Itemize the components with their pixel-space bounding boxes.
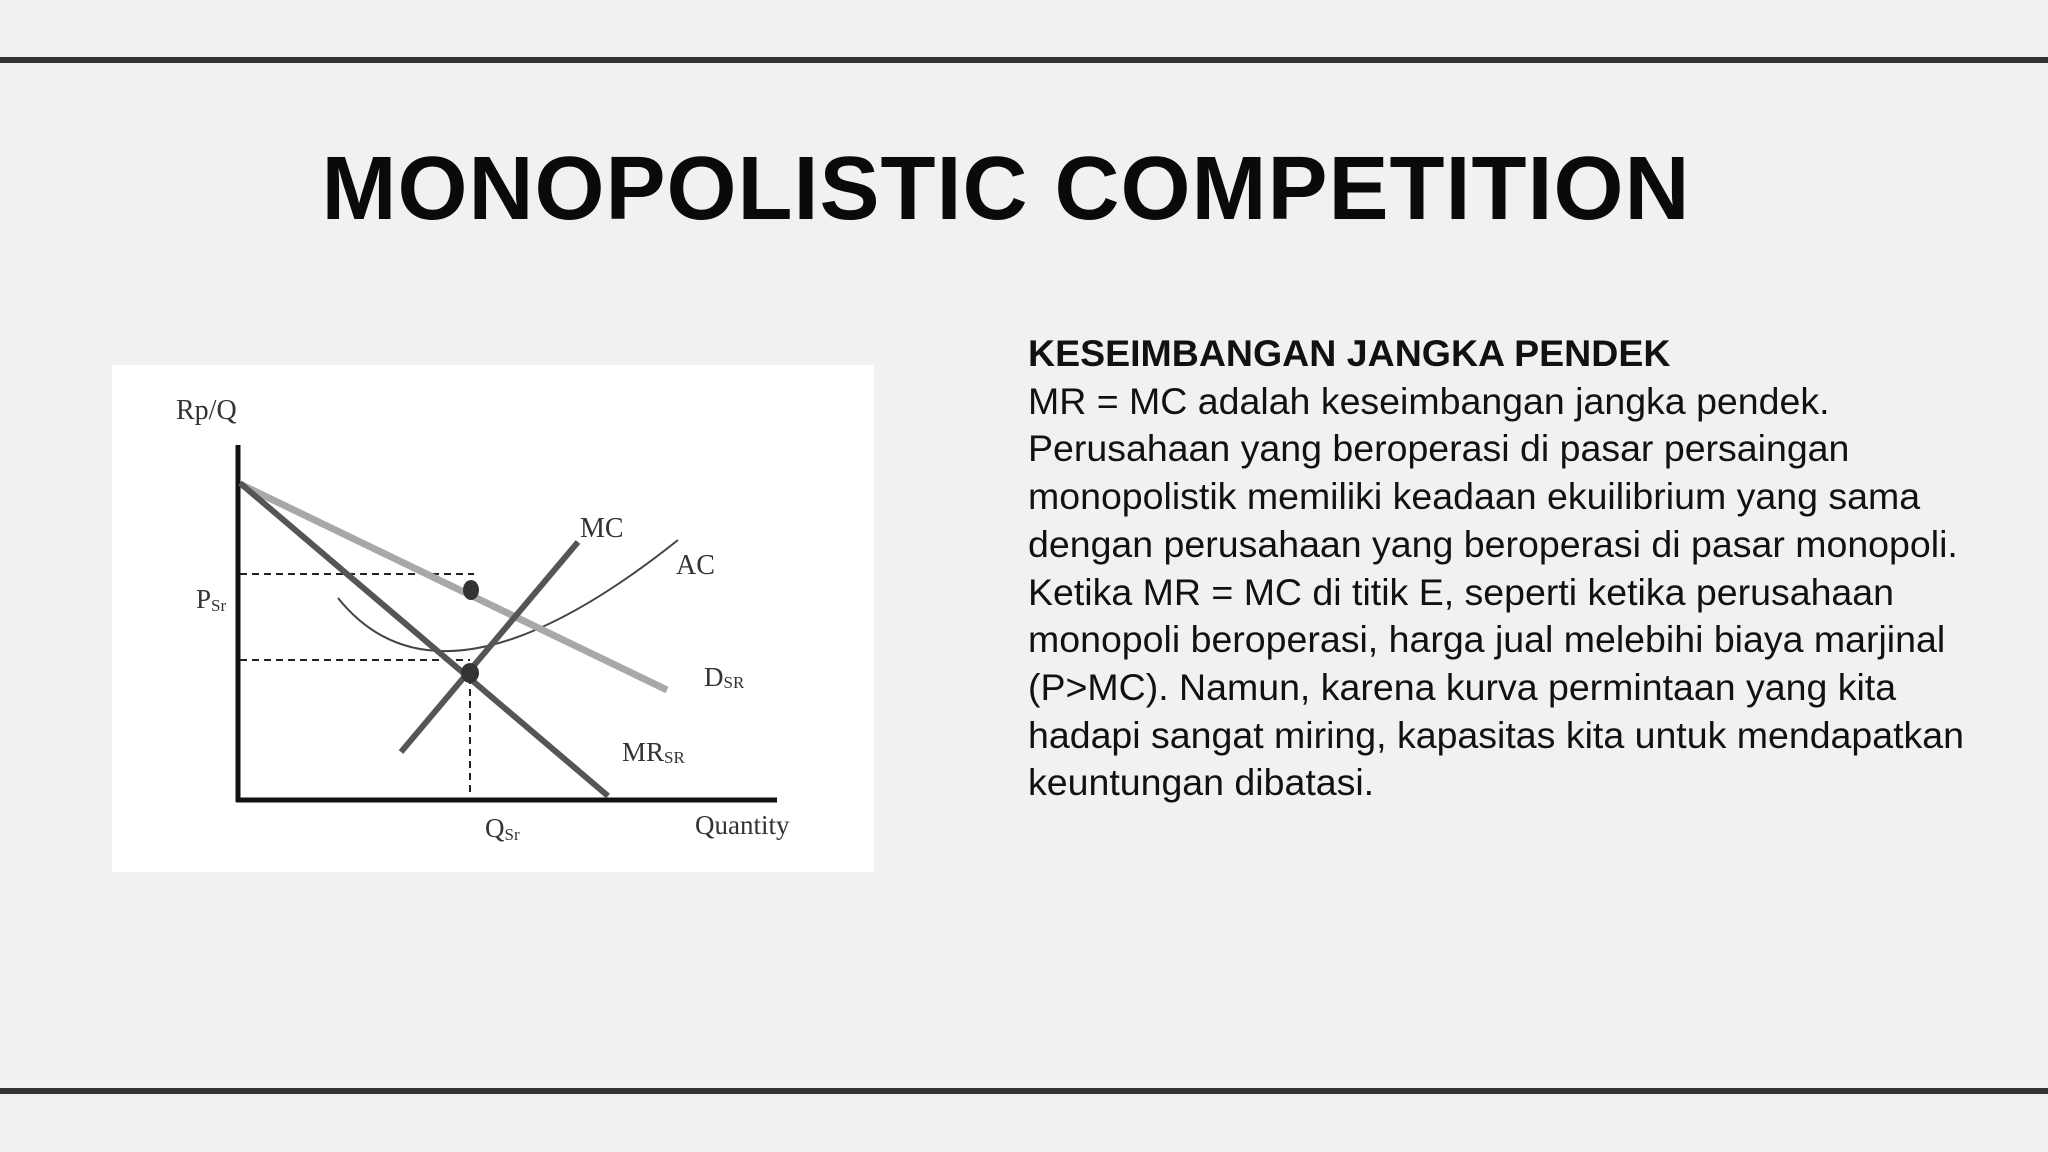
slide-title: MONOPOLISTIC COMPETITION [321,139,1691,239]
explanation-block [1028,330,1968,807]
price-point [463,580,479,600]
quantity-label: QSr [485,813,520,844]
ac-label: AC [676,550,715,581]
demand-label: DSR [704,662,745,692]
bottom-divider [0,1088,2048,1094]
mc-label: MC [580,513,624,544]
y-axis-label: Rp/Q [176,395,237,426]
explanation-text: MR = MC adalah keseimbangan jangka pendek. Perusahaan yang beroperasi di pasar persaingan monopolistik memiliki keadaan ekuilibrium yang sama dengan perusahaan yang beroperasi di pasar monopoli. Ketika MR = MC di titik E, seperti ketika perusahaan monopoli beroperasi, harga jual melebihi biaya marjinal (P>MC). Namun, karena kurva permintaan yang kita hadapi sangat miring, kapasitas kita untuk mendapatkan keuntungan dibatasi. [1028,379,1964,804]
x-axis-label: Quantity [695,810,790,840]
top-divider [0,57,2048,63]
diagram-svg [112,365,874,872]
short-run-equilibrium-diagram [112,365,874,872]
equilibrium-point-e [461,663,479,683]
price-label: PSr [196,584,227,615]
section-heading: KESEIMBANGAN JANGKA PENDEK [1028,332,1671,374]
mr-curve [240,483,608,796]
mr-label: MRSR [622,737,685,767]
